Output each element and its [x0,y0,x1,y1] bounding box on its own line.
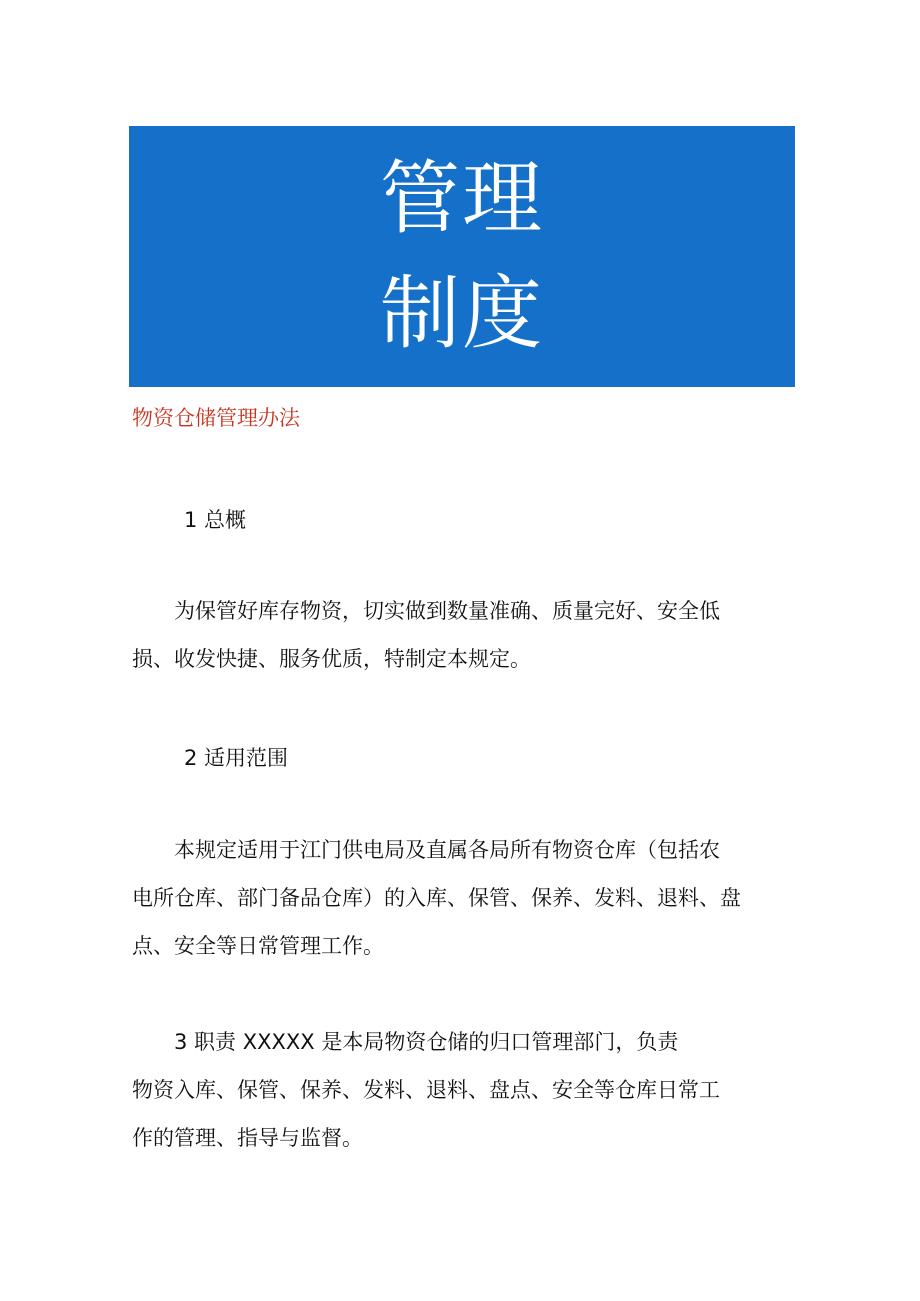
paragraph-line: 作的管理、指导与监督。 [132,1126,363,1150]
paragraph-line: 损、收发快捷、服务优质，特制定本规定。 [132,647,531,671]
paragraph-line: 点、安全等日常管理工作。 [132,934,384,958]
document-title: 物资仓储管理办法 [132,406,300,430]
section-heading-overview: 1 总概 [184,508,247,532]
section-paragraph-overview [132,587,800,683]
paragraph-line: 电所仓库、部门备品仓库）的入库、保管、保养、发料、退料、盘 [132,886,741,910]
banner-title-line-1: 管理 [380,152,544,245]
paragraph-line: 物资入库、保管、保养、发料、退料、盘点、安全等仓库日常工 [132,1078,720,1102]
section-heading-scope: 2 适用范围 [184,746,289,770]
section-paragraph-responsibilities [132,1018,800,1162]
cover-banner [129,126,795,387]
paragraph-line: 为保管好库存物资，切实做到数量准确、质量完好、安全低 [132,599,720,623]
paragraph-line: 3 职责 XXXXX 是本局物资仓储的归口管理部门，负责 [132,1030,679,1054]
paragraph-line: 本规定适用于江门供电局及直属各局所有物资仓库（包括农 [132,838,720,862]
section-paragraph-scope [132,826,800,970]
banner-title-line-2: 制度 [380,267,544,360]
